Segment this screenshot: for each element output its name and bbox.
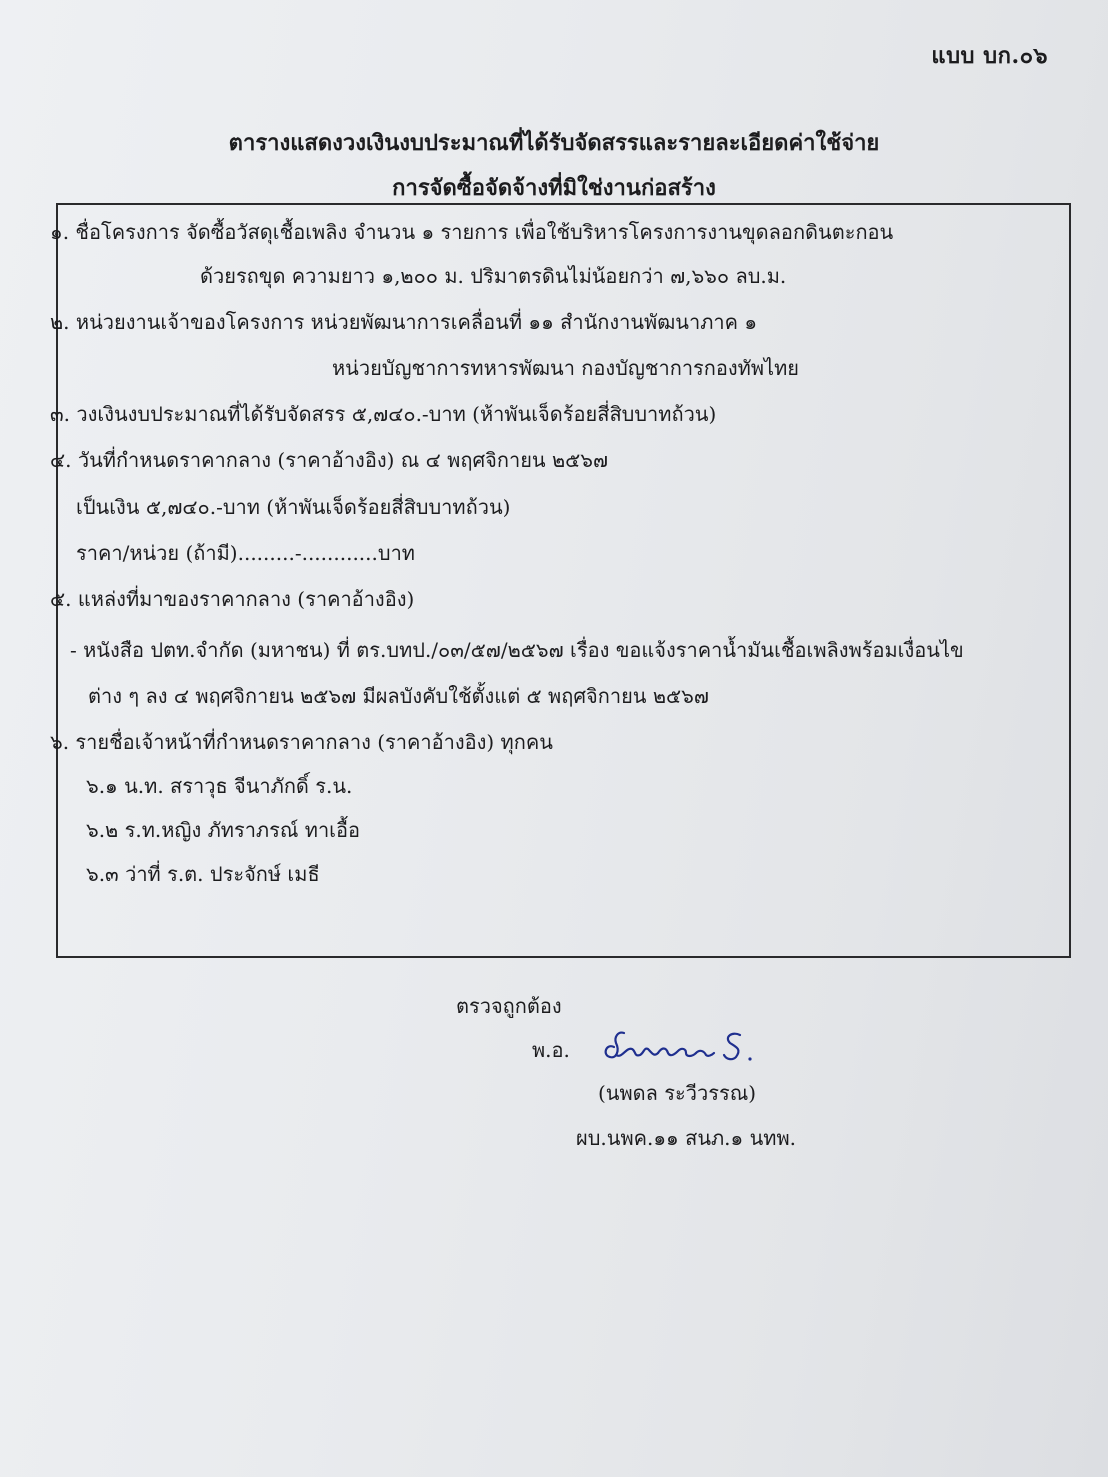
signer-position: ผบ.นพค.๑๑ สนภ.๑ นทพ. xyxy=(576,1126,796,1150)
item-6-officers-heading: ๖. รายชื่อเจ้าหน้าที่กำหนดราคากลาง (ราคาอ้างอิง) ทุกคน xyxy=(50,730,553,754)
item-1-project-name: ๑. ชื่อโครงการ จัดซื้อวัสดุเชื้อเพลิง จำนวน ๑ รายการ เพื่อใช้บริหารโครงการงานขุดลอกดินตะกอน xyxy=(50,220,894,244)
item-5-source-letter: - หนังสือ ปตท.จำกัด (มหาชน) ที่ ตร.บทป./๐๓/๕๗/๒๕๖๗ เรื่อง ขอแจ้งราคาน้ำมันเชื้อเพลิงพร้อมเงื่อนไข xyxy=(70,638,964,662)
signer-name: (นพดล ระวีวรรณ) xyxy=(598,1081,757,1105)
item-2-owner-unit-parent: หน่วยบัญชาการทหารพัฒนา กองบัญชาการกองทัพไทย xyxy=(332,356,800,380)
item-6-officer-1: ๖.๑ น.ท. สราวุธ จีนาภักดิ์ ร.น. xyxy=(86,774,353,798)
item-6-officer-2: ๖.๒ ร.ท.หญิง ภัทราภรณ์ ทาเอื้อ xyxy=(86,818,361,842)
item-1-project-detail: ด้วยรถขุด ความยาว ๑,๒๐๐ ม. ปริมาตรดินไม่น้อยกว่า ๗,๖๖๐ ลบ.ม. xyxy=(200,264,787,288)
item-4-reference-date: ๔. วันที่กำหนดราคากลาง (ราคาอ้างอิง) ณ ๔ พฤศจิกายน ๒๕๖๗ xyxy=(50,448,609,472)
checked-label: ตรวจถูกต้อง xyxy=(456,994,562,1018)
signer-rank: พ.อ. xyxy=(532,1038,570,1062)
item-5-source-heading: ๕. แหล่งที่มาของราคากลาง (ราคาอ้างอิง) xyxy=(50,587,415,611)
form-code: แบบ บก.๐๖ xyxy=(931,43,1048,69)
item-3-budget: ๓. วงเงินงบประมาณที่ได้รับจัดสรร ๕,๗๔๐.-บาท (ห้าพันเจ็ดร้อยสี่สิบบาทถ้วน) xyxy=(50,402,717,426)
item-6-officer-3: ๖.๓ ว่าที่ ร.ต. ประจักษ์ เมธี xyxy=(86,862,320,886)
item-4-amount: เป็นเงิน ๕,๗๔๐.-บาท (ห้าพันเจ็ดร้อยสี่สิบบาทถ้วน) xyxy=(76,495,511,519)
document-title-line-1: ตารางแสดงวงเงินงบประมาณที่ได้รับจัดสรรและรายละเอียดค่าใช้จ่าย xyxy=(228,130,880,156)
item-2-owner-unit: ๒. หน่วยงานเจ้าของโครงการ หน่วยพัฒนาการเคลื่อนที่ ๑๑ สำนักงานพัฒนาภาค ๑ xyxy=(50,310,758,334)
handwritten-signature xyxy=(600,1025,760,1067)
item-5-source-letter-cont: ต่าง ๆ ลง ๔ พฤศจิกายน ๒๕๖๗ มีผลบังคับใช้ตั้งแต่ ๕ พฤศจิกายน ๒๕๖๗ xyxy=(88,684,709,708)
document-title-line-2: การจัดซื้อจัดจ้างที่มิใช่งานก่อสร้าง xyxy=(392,175,716,201)
item-4-unit-price: ราคา/หน่วย (ถ้ามี).........-............บาท xyxy=(76,541,415,565)
